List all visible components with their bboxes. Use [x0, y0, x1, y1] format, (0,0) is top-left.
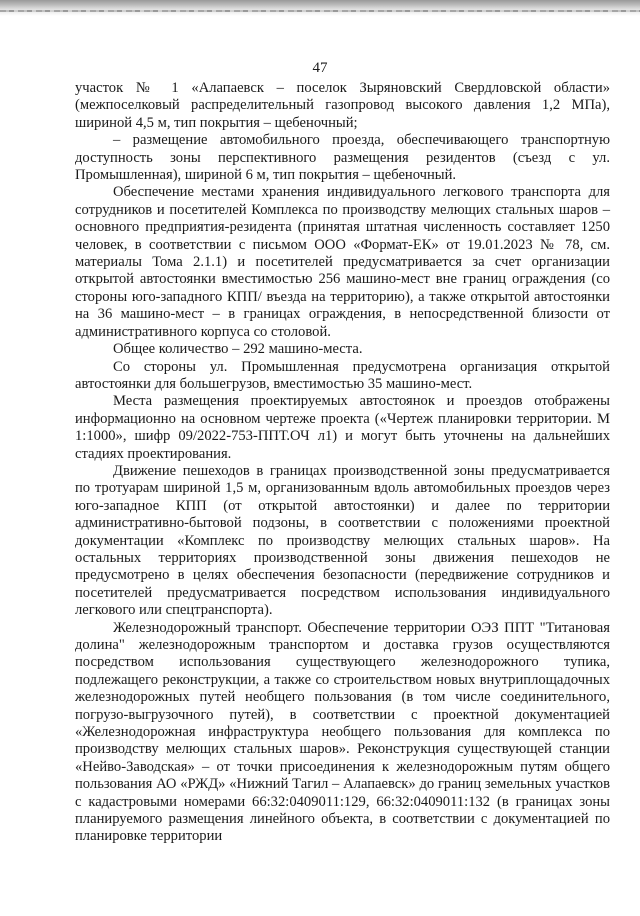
scan-top-edge [0, 0, 640, 16]
paragraph-road-access: – размещение автомобильного проезда, обеспечивающего транспортную доступность зоны перспективного размещения резидентов (съезд с ул. Промышленная), шириной 6 м, тип покрытия – щебеночный. [75, 132, 610, 184]
paragraph-pedestrian-movement: Движение пешеходов в границах производственной зоны предусматривается по тротуарам шириной 1,5 м, организованным вдоль автомобильных проездов через юго-западное КПП (от открытой автостоянки) и далее по территории административно-бытовой подзоны, в соответствии с положениями проектной документации «Комплекс по производству мелющих стальных шаров». На остальных территориях производственной зоны движения пешеходов не предусмотрено в целях обеспечения безопасности (передвижение сотрудников и посетителей предусматривается посредством использования индивидуального легкового или спецтранспорта). [75, 462, 610, 619]
paragraph-gas-pipeline-section: участок № 1 «Алапаевск – поселок Зыряновский Свердловской области» (межпоселковый распределительный газопровод высокого давления 1,2 МПа), шириной 4,5 м, тип покрытия – щебеночный; [75, 80, 610, 131]
paragraph-truck-parking: Со стороны ул. Промышленная предусмотрена организация открытой автостоянки для большегрузов, вместимостью 35 машино-мест. [75, 358, 610, 392]
paragraph-parking-locations: Места размещения проектируемых автостоянок и проездов отображены информационно на основном чертеже проекта («Чертеж планировки территории. М 1:1000», шифр 09/2022-753-ППТ.ОЧ л1) и могут быть уточнены на дальнейших стадиях проектирования. [75, 393, 610, 462]
paragraph-railway-transport: Железнодорожный транспорт. Обеспечение территории ОЭЗ ППТ "Титановая долина" железнодорожным транспортом и доставка грузов осуществляются посредством использования существующего железнодорожного тупика, подлежащего реконструкции, а также со строительством новых внутриплощадочных железнодорожных путей необщего пользования (в том числе соединительного, погрузо-выгрузочного путей), в соответствии с проектной документацией «Железнодорожная инфраструктура необщего пользования для комплекса по производству мелющих стальных шаров». Реконструкция существующей станции «Нейво-Заводская» – от точки присоединения к железнодорожным путям общего пользования АО «РЖД» «Нижний Тагил – Алапаевск» до границ земельных участков с кадастровыми номерами 66:32:0409011:129, 66:32:0409011:132 (в границах зоны планируемого размещения линейного объекта, в соответствии с документацией по планировке территории [75, 619, 610, 845]
paragraph-total-parking: Общее количество – 292 машино-места. [113, 341, 363, 358]
paragraph-parking-provision: Обеспечение местами хранения индивидуального легкового транспорта для сотрудников и посетителей Комплекса по производству мелющих стальных шаров – основного предприятия-резидента (принятая штатная численность составляет 1250 человек, в соответствии с письмом ООО «Формат-ЕК» от 19.01.2023 № 78, см. материалы Тома 2.1.1) и посетителей предусматривается за счет организации открытой автостоянки вместимостью 256 машино-мест вне границ ограждения (со стороны юго-западного КПП/ въезда на территорию), а также открытой автостоянки на 36 машино-мест – в границах ограждения, в непосредственной близости от административного корпуса со столовой. [75, 184, 610, 340]
page-number: 47 [312, 60, 328, 76]
document-body [75, 80, 610, 846]
scan-edge-line [0, 10, 640, 12]
